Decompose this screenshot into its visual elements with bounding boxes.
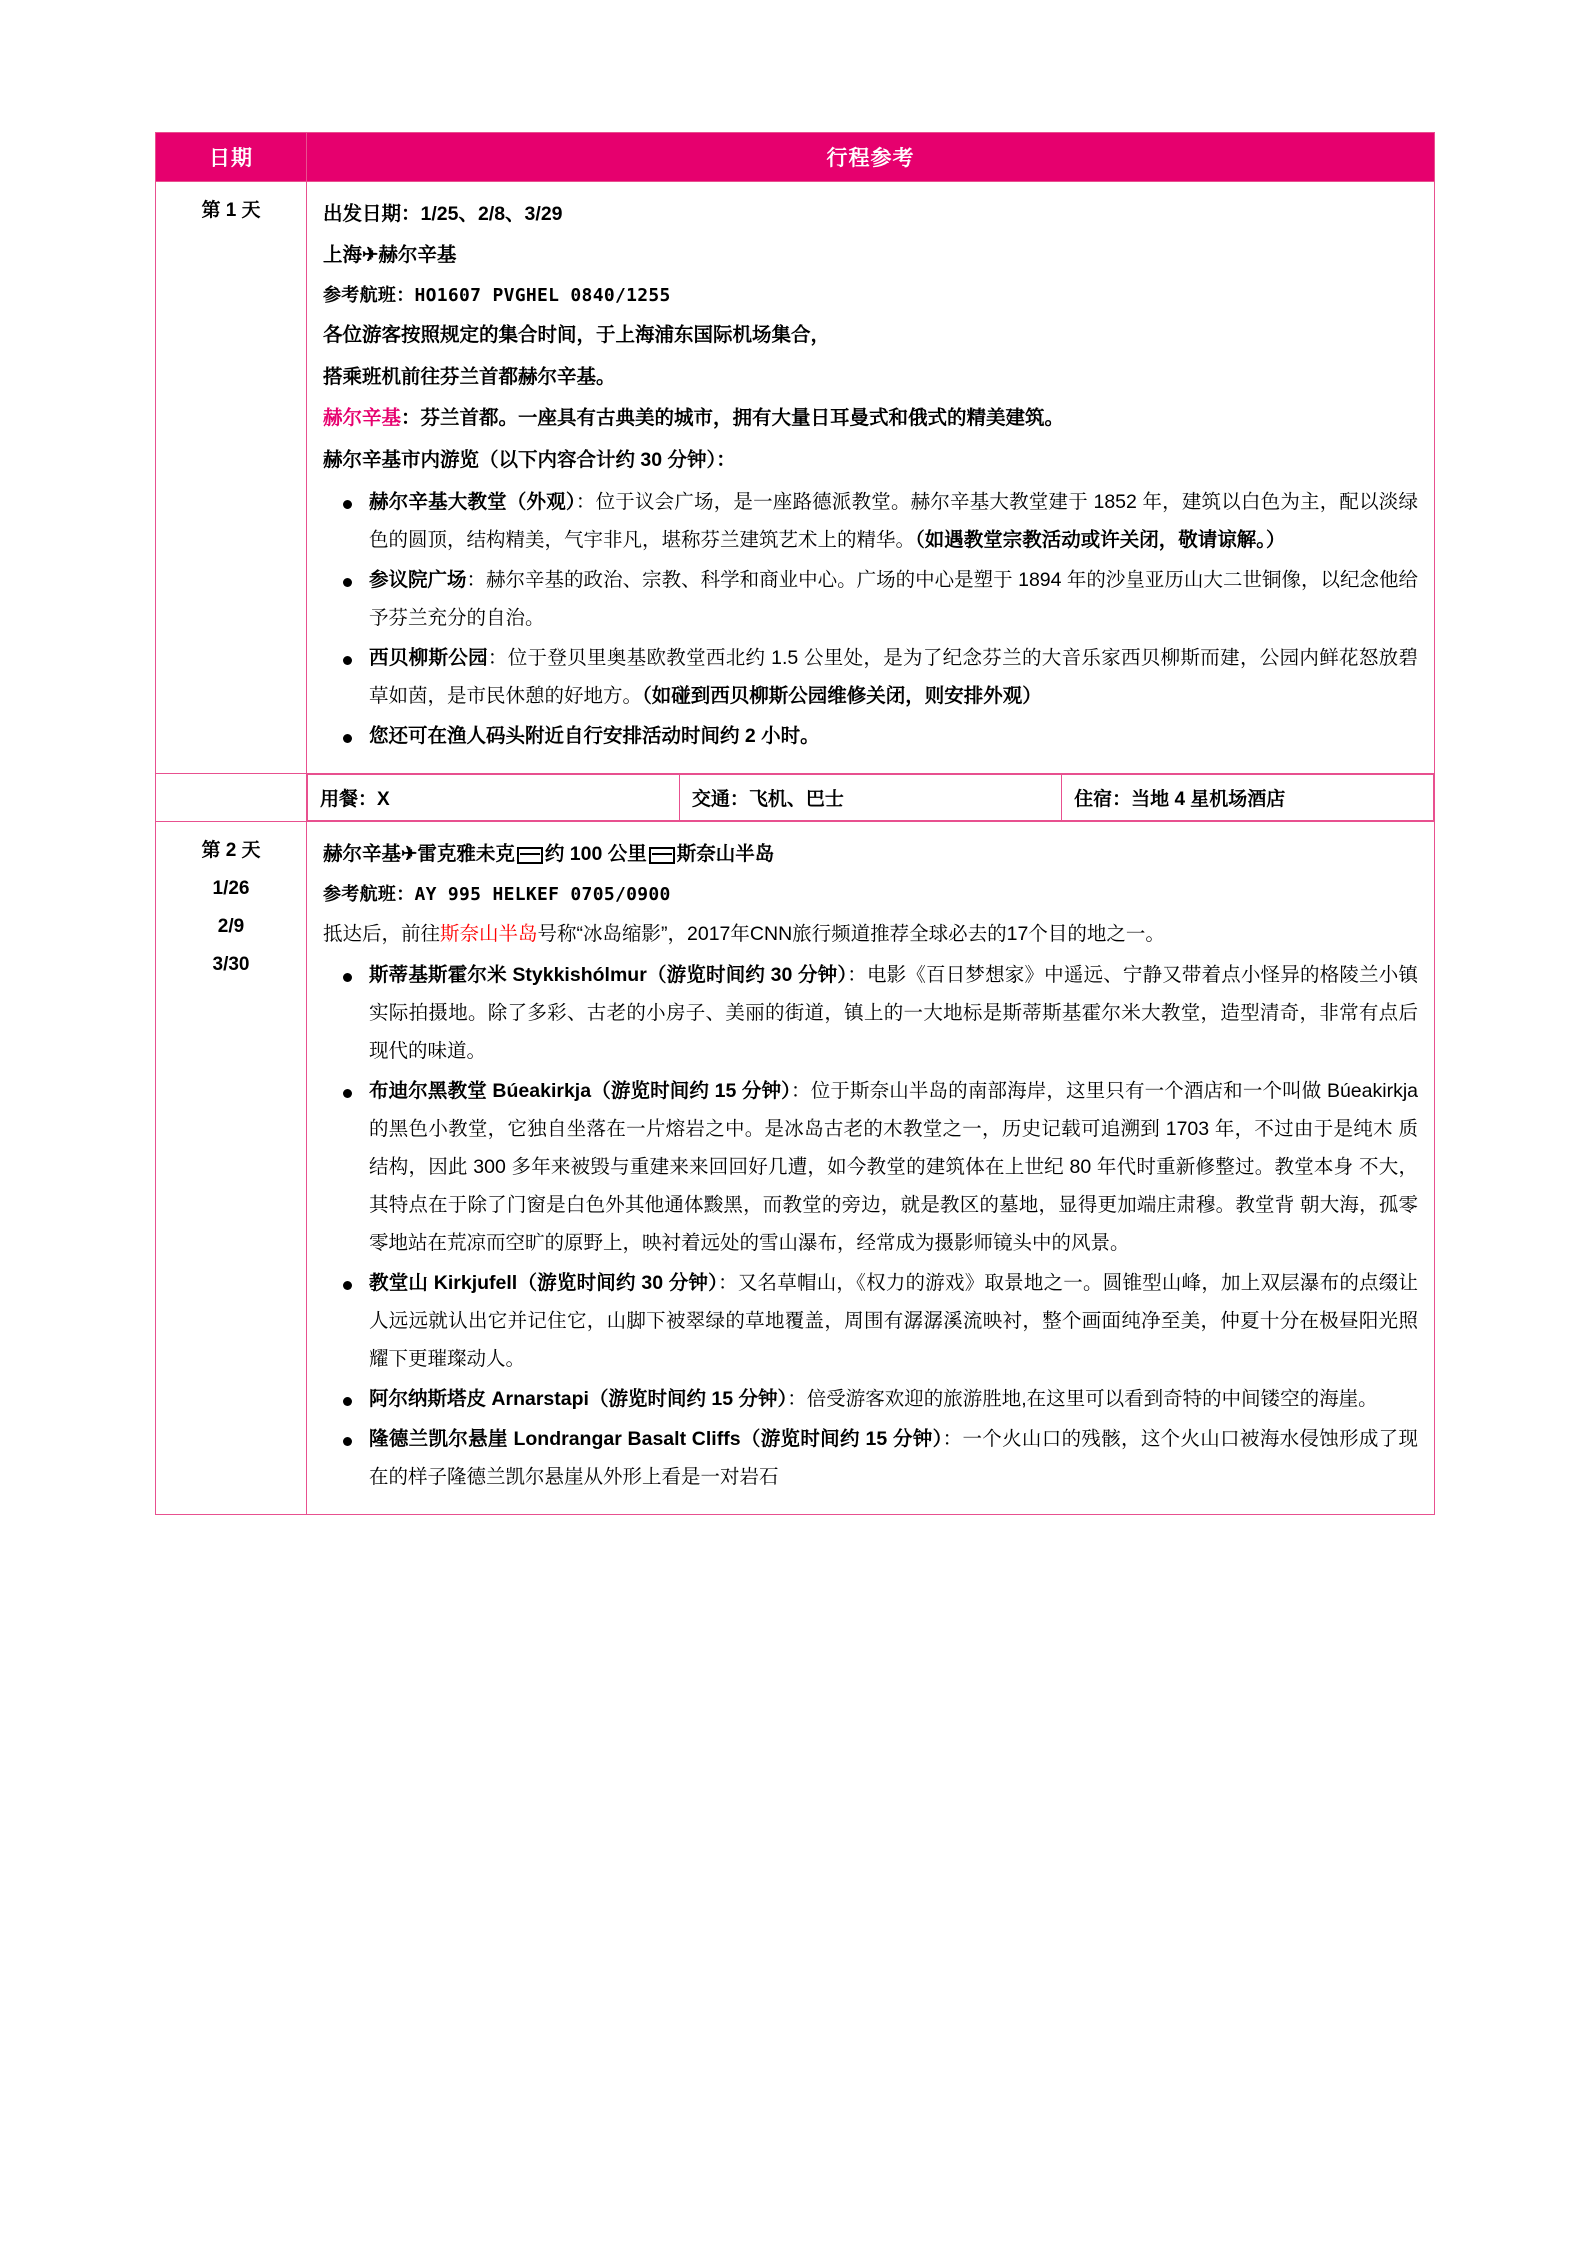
day1-info-strip xyxy=(307,774,1434,821)
day2-bullet-list xyxy=(323,956,1418,1496)
bullet-lead: 西贝柳斯公园 xyxy=(369,647,488,670)
arrival-paragraph xyxy=(323,916,1418,953)
route-line-2 xyxy=(323,836,1418,873)
bullet-text: ：电影《百日梦想家》中遥远、宁静又带着点小怪异的格陵兰小镇实际拍摄地。除了多彩、古老的小房子、美丽的街道，镇上的一大地标是斯蒂斯基霍尔米大教堂，造型清奇，非常有点后现代的味道。 xyxy=(369,963,1418,1062)
bullet-text: ：赫尔辛基的政治、宗教、科学和商业中心。广场的中心是塑于 1894 年的沙皇亚历山大二世铜像，以纪念他给予芬兰充分的自治。 xyxy=(369,569,1418,630)
route-text-b: 约 100 公里 xyxy=(544,843,647,866)
day-cell-1-spacer xyxy=(156,774,307,822)
bullet-lead: 阿尔纳斯塔皮 Arnarstapi（游览时间约 15 分钟） xyxy=(369,1387,788,1410)
bullet-note: （如遇教堂宗教活动或许关闭，敬请谅解。） xyxy=(915,529,1286,552)
day1-info-strip-wrap xyxy=(307,774,1435,822)
day-content-1 xyxy=(307,182,1435,774)
table-row xyxy=(156,182,1435,774)
bullet-text: ：位于登贝里奥基欧教堂西北约 1.5 公里处，是为了纪念芬兰的大音乐家西贝柳斯而建，公园内鲜花怒放碧草如茵，是市民休憩的好地方。 xyxy=(369,647,1418,708)
list-item xyxy=(323,639,1418,715)
assembly-line-2: 搭乘班机前往芬兰首都赫尔辛基。 xyxy=(323,365,616,388)
day1-bullet-list xyxy=(323,483,1418,755)
day-label: 第 2 天 xyxy=(201,840,261,862)
bullet-text: 您还可在渔人码头附近自行安排活动时间约 2 小时。 xyxy=(369,725,820,748)
table-row xyxy=(156,822,1435,1515)
table-body xyxy=(156,182,1435,1515)
route-line: 上海✈赫尔辛基 xyxy=(323,244,457,267)
bullet-text: ：一个火山口的残骸，这个火山口被海水侵蚀形成了现在的样子隆德兰凯尔悬崖从外形上看是一对岩石 xyxy=(369,1427,1418,1488)
assembly-line-1: 各位游客按照规定的集合时间，于上海浦东国际机场集合， xyxy=(323,324,831,347)
departure-dates-line: 出发日期：1/25、2/8、3/29 xyxy=(323,203,563,225)
bullet-text: ：位于议会广场，是一座路德派教堂。赫尔辛基大教堂建于 1852 年，建筑以白色为主，配以淡绿色的圆顶，结构精美，气宇非凡，堪称芬兰建筑艺术上的精华。 xyxy=(369,491,1418,552)
day-date-3: 3/30 xyxy=(212,954,250,976)
day-cell-2 xyxy=(156,822,307,1515)
bullet-lead: 布迪尔黑教堂 Búeakirkja（游览时间约 15 分钟） xyxy=(369,1079,792,1102)
column-header-date: 日期 xyxy=(156,133,307,182)
bullet-lead: 教堂山 Kirkjufell（游览时间约 30 分钟） xyxy=(369,1271,719,1294)
list-item xyxy=(323,1420,1418,1496)
list-item xyxy=(323,1264,1418,1378)
city-tour-line: 赫尔辛基市内游览（以下内容合计约 30 分钟）： xyxy=(323,448,736,471)
route-text-a: 赫尔辛基✈雷克雅未克 xyxy=(323,843,515,866)
arrival-text-a: 抵达后，前往 xyxy=(323,923,441,946)
hotel-cell: 住宿：当地 4 星机场酒店 xyxy=(1062,775,1434,821)
list-item xyxy=(323,483,1418,559)
table-row xyxy=(156,774,1435,822)
list-item xyxy=(323,956,1418,1070)
day-content-2 xyxy=(307,822,1435,1515)
bullet-lead: 赫尔辛基大教堂（外观） xyxy=(369,491,576,514)
list-item xyxy=(323,1380,1418,1418)
bullet-note: （如碰到西贝柳斯公园维修关闭，则安排外观） xyxy=(642,685,1042,708)
day-label: 第 1 天 xyxy=(201,200,261,221)
table-header xyxy=(156,133,1435,182)
bus-icon xyxy=(649,847,675,864)
table-header-row xyxy=(156,133,1435,182)
day-date-1: 1/26 xyxy=(212,878,250,900)
table-row xyxy=(308,775,1434,821)
day-cell-1 xyxy=(156,182,307,774)
bus-icon xyxy=(517,847,543,864)
bullet-text: ：倍受游客欢迎的旅游胜地,在这里可以看到奇特的中间镂空的海崖。 xyxy=(787,1387,1378,1410)
list-item xyxy=(323,561,1418,637)
bullet-text: ：位于斯奈山半岛的南部海岸，这里只有一个酒店和一个叫做 Búeakirkja 的黑色小教堂，它独自坐落在一片熔岩之中。是冰岛古老的木教堂之一，历史记载可追溯到 1703 年，不过由于是纯木 质结构，因此 300 多年来被毁与重建来来回回好几遭，如今教堂的建筑体在上世纪 80 年代时重新修整过。教堂本身 不大，其特点在于除了门窗是白色外其他通体黢黑，而教堂的旁边，就是教区的墓地，显得更加端庄肃穆。教堂背 朝大海，孤零零地站在荒凉而空旷的原野上，映衬着远处的雪山瀑布，经常成为摄影师镜头中的风景。 xyxy=(369,1079,1418,1254)
bullet-lead: 隆德兰凯尔悬崖 Londrangar Basalt Cliffs（游览时间约 15 分钟） xyxy=(369,1427,943,1450)
list-item xyxy=(323,717,1418,755)
bullet-text: ：又名草帽山，《权力的游戏》取景地之一。圆锥型山峰，加上双层瀑布的点缀让人远远就认出它并记住它，山脚下被翠绿的草地覆盖，周围有潺潺溪流映衬，整个画面纯净至美，仲夏十分在极昼阳光照耀下更璀璨动人。 xyxy=(369,1271,1418,1370)
peninsula-highlight: 斯奈山半岛 xyxy=(440,923,538,946)
bullet-lead: 斯蒂基斯霍尔米 Stykkishólmur（游览时间约 30 分钟） xyxy=(369,963,848,986)
list-item xyxy=(323,1072,1418,1262)
city-highlight: 赫尔辛基 xyxy=(323,407,402,430)
flight-line: 参考航班：HO1607 PVGHEL 0840/1255 xyxy=(323,284,671,306)
route-text-c: 斯奈山半岛 xyxy=(676,843,775,866)
transport-cell: 交通：飞机、巴士 xyxy=(679,775,1061,821)
meal-cell: 用餐：X xyxy=(308,775,680,821)
column-header-itinerary: 行程参考 xyxy=(307,133,1435,182)
city-intro-text: ：芬兰首都。一座具有古典美的城市，拥有大量日耳曼式和俄式的精美建筑。 xyxy=(401,407,1065,430)
bullet-lead: 参议院广场 xyxy=(369,569,467,592)
itinerary-table xyxy=(155,132,1435,1515)
day-date-2: 2/9 xyxy=(217,916,245,938)
arrival-text-b: 号称“冰岛缩影”，2017年CNN旅行频道推荐全球必去的17个目的地之一。 xyxy=(537,923,1165,946)
city-intro-line xyxy=(323,400,1418,437)
flight-line-2: 参考航班：AY 995 HELKEF 0705/0900 xyxy=(323,883,671,905)
